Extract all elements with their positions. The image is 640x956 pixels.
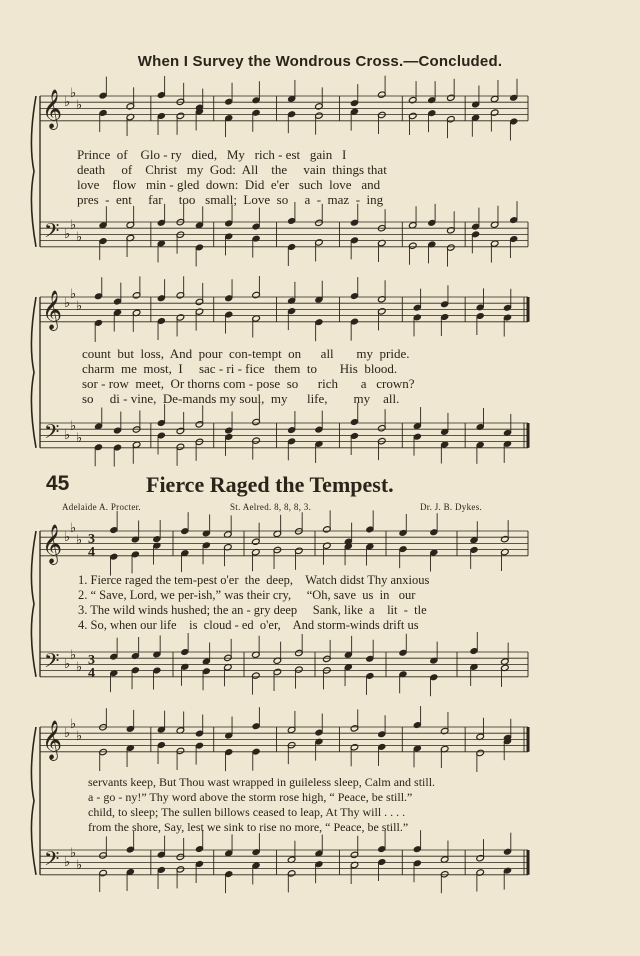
flat-icon: ♭ xyxy=(70,648,77,663)
lyric-line: Prince of Glo - ry died, My rich - est gain I xyxy=(77,147,347,162)
bass-clef-icon: 𝄢 xyxy=(44,420,60,448)
hymn-tune-meter: St. Aelred. 8, 8, 8, 3. xyxy=(230,502,312,512)
flat-icon: ♭ xyxy=(70,419,77,434)
lyric-line: so di - vine, De-mands my soul, my life, my all. xyxy=(82,391,400,406)
flat-icon: ♭ xyxy=(76,533,83,548)
system-brace xyxy=(31,297,36,448)
flat-icon: ♭ xyxy=(64,530,71,545)
lyric-line: charm me most, I sac - ri - fice them to His blood. xyxy=(82,361,398,376)
treble-clef-icon: 𝄞 xyxy=(42,89,63,129)
bass-clef-icon: 𝄢 xyxy=(44,219,60,247)
time-signature-bottom: 4 xyxy=(88,666,95,681)
lyric-line: death of Christ my God: All the vain things that xyxy=(77,162,387,177)
concluded-hymn-title: When I Survey the Wondrous Cross.—Concluded. xyxy=(137,53,503,70)
flat-icon: ♭ xyxy=(64,95,71,110)
flat-icon: ♭ xyxy=(76,729,83,744)
flat-icon: ♭ xyxy=(76,230,83,245)
flat-icon: ♭ xyxy=(64,227,71,242)
bass-clef-icon: 𝄢 xyxy=(44,649,60,677)
flat-icon: ♭ xyxy=(70,218,77,233)
hymn-number: 45 xyxy=(46,472,70,495)
lyric-line: love flow min - gled down: Did e'er such love and xyxy=(77,177,381,192)
lyric-line: 3. The wild winds hushed; the an - gry deep Sank, like a lit - tle xyxy=(78,603,427,617)
system-brace xyxy=(31,727,36,875)
lyric-line: 4. So, when our life is cloud - ed o'er, And storm-winds drift us xyxy=(78,618,419,632)
treble-clef-icon: 𝄞 xyxy=(42,720,63,760)
flat-icon: ♭ xyxy=(70,717,77,732)
time-signature-top: 3 xyxy=(88,532,95,547)
flat-icon: ♭ xyxy=(70,86,77,101)
flat-icon: ♭ xyxy=(76,98,83,113)
lyric-line: a - go - ny!” Thy word above the storm rose high, “ Peace, be still.” xyxy=(88,790,413,804)
flat-icon: ♭ xyxy=(64,296,71,311)
lyric-line: from the shore, Say, lest we sink to rise no more, “ Peace, be still.” xyxy=(88,820,409,834)
time-signature-top: 3 xyxy=(88,653,95,668)
flat-icon: ♭ xyxy=(64,428,71,443)
system-brace xyxy=(31,531,36,677)
lyric-line: 1. Fierce raged the tem-pest o'er the deep, Watch didst Thy anxious xyxy=(78,573,430,587)
flat-icon: ♭ xyxy=(76,660,83,675)
lyric-line: sor - row meet, Or thorns com - pose so rich a crown? xyxy=(82,376,415,391)
flat-icon: ♭ xyxy=(70,287,77,302)
lyric-line: count but loss, And pour con-tempt on all my pride. xyxy=(82,346,410,361)
flat-icon: ♭ xyxy=(64,855,71,870)
time-signature-bottom: 4 xyxy=(88,545,95,560)
hymn-author: Adelaide A. Procter. xyxy=(62,502,141,512)
flat-icon: ♭ xyxy=(64,657,71,672)
flat-icon: ♭ xyxy=(70,846,77,861)
hymn-composer: Dr. J. B. Dykes. xyxy=(420,502,483,512)
bass-clef-icon: 𝄢 xyxy=(44,847,60,875)
flat-icon: ♭ xyxy=(70,521,77,536)
flat-icon: ♭ xyxy=(76,858,83,873)
flat-icon: ♭ xyxy=(76,299,83,314)
system-brace xyxy=(31,96,36,247)
lyric-line: servants keep, But Thou wast wrapped in guileless sleep, Calm and still. xyxy=(88,775,436,789)
lyric-line: child, to sleep; The sullen billows ceased to leap, At Thy will . . . . xyxy=(88,805,406,819)
lyric-line: 2. “ Save, Lord, we per-ish,” was their cry, “Oh, save us in our xyxy=(78,588,416,602)
treble-clef-icon: 𝄞 xyxy=(42,290,63,330)
treble-clef-icon: 𝄞 xyxy=(42,524,63,564)
lyric-line: pres - ent far too small; Love so a - maz - ing xyxy=(77,192,384,207)
hymn-title: Fierce Raged the Tempest. xyxy=(146,472,394,497)
flat-icon: ♭ xyxy=(76,431,83,446)
flat-icon: ♭ xyxy=(64,726,71,741)
